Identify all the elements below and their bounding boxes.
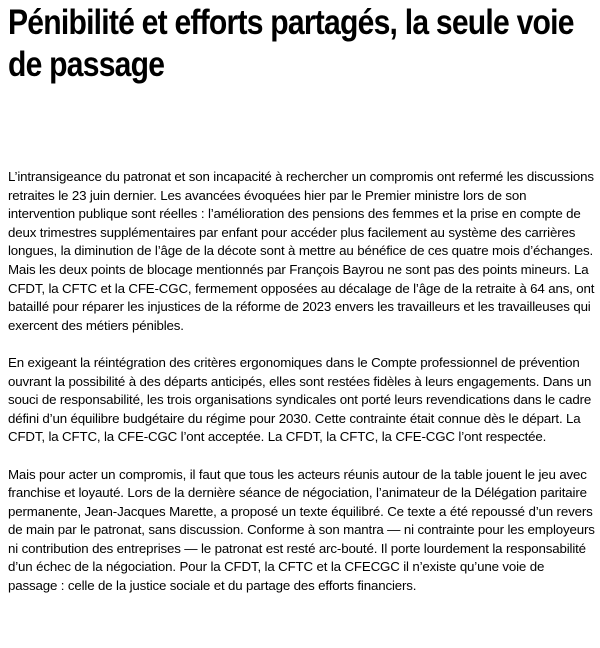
article-title: Pénibilité et efforts partagés, la seule voie de passage — [8, 3, 574, 84]
paragraph-blocking-points: Mais les deux points de blocage mentionnés par François Bayrou ne sont pas des points mineurs. La CFDT, la CFTC et la CFE-CGC, fermement opposées au décalage de l’âge de la retraite à 64 ans, ont bataillé pour réparer les injustices de la réforme de 2023 envers les travailleurs et les travailleuses qui exercent des métiers pénibles. — [8, 261, 595, 333]
paragraph-intro: L’intransigeance du patronat et son incapacité à rechercher un compromis ont refermé les discussions retraites le 23 juin dernier. Les avancées évoquées hier par le Premier ministre lors de son intervention publique sont réelles : l’amélioration des pensions des femmes et la prise en compte de deux trimestres supplémentaires par enfant pour accéder plus facilement au système des carrières longues, la diminution de l’âge de la décote sont à mettre au bénéfice de ces quatre mois d’échanges. — [8, 169, 594, 259]
paragraph-compromise: Mais pour acter un compromis, il faut que tous les acteurs réunis autour de la table jouent le jeu avec franchise et loyauté. Lors de la dernière séance de négociation, l’animateur de la Délégation paritaire permanente, Jean-Jacques Marette, a proposé un texte équilibré. Ce texte a été repoussé d’un revers de main par le patronat, sans discussion. Conforme à son mantra — ni contrainte pour les employeurs ni contribution des entreprises — le patronat est resté arc-bouté. Il porte lourdement la responsabilité d’un échec de la négociation. Pour la CFDT, la CFTC et la CFECGC il n’existe qu’une voie de passage : celle de la justice sociale et du partage des efforts financiers. — [8, 466, 595, 594]
paragraph-ergonomic-criteria: En exigeant la réintégration des critères ergonomiques dans le Compte professionnel de prévention ouvrant la possibilité à des départs anticipés, elles sont restées fidèles à leurs engagements. Dans un souci de responsabilité, les trois organisations syndicales ont porté leurs revendications dans le cadre défini d’un équilibre budgétaire du régime pour 2030. Cette contrainte était connue dès le départ. La CFDT, la CFTC, la CFE-CGC l’ont acceptée. La CFDT, la CFTC, la CFE-CGC l’ont respectée. — [8, 354, 592, 445]
article-body — [8, 168, 596, 596]
